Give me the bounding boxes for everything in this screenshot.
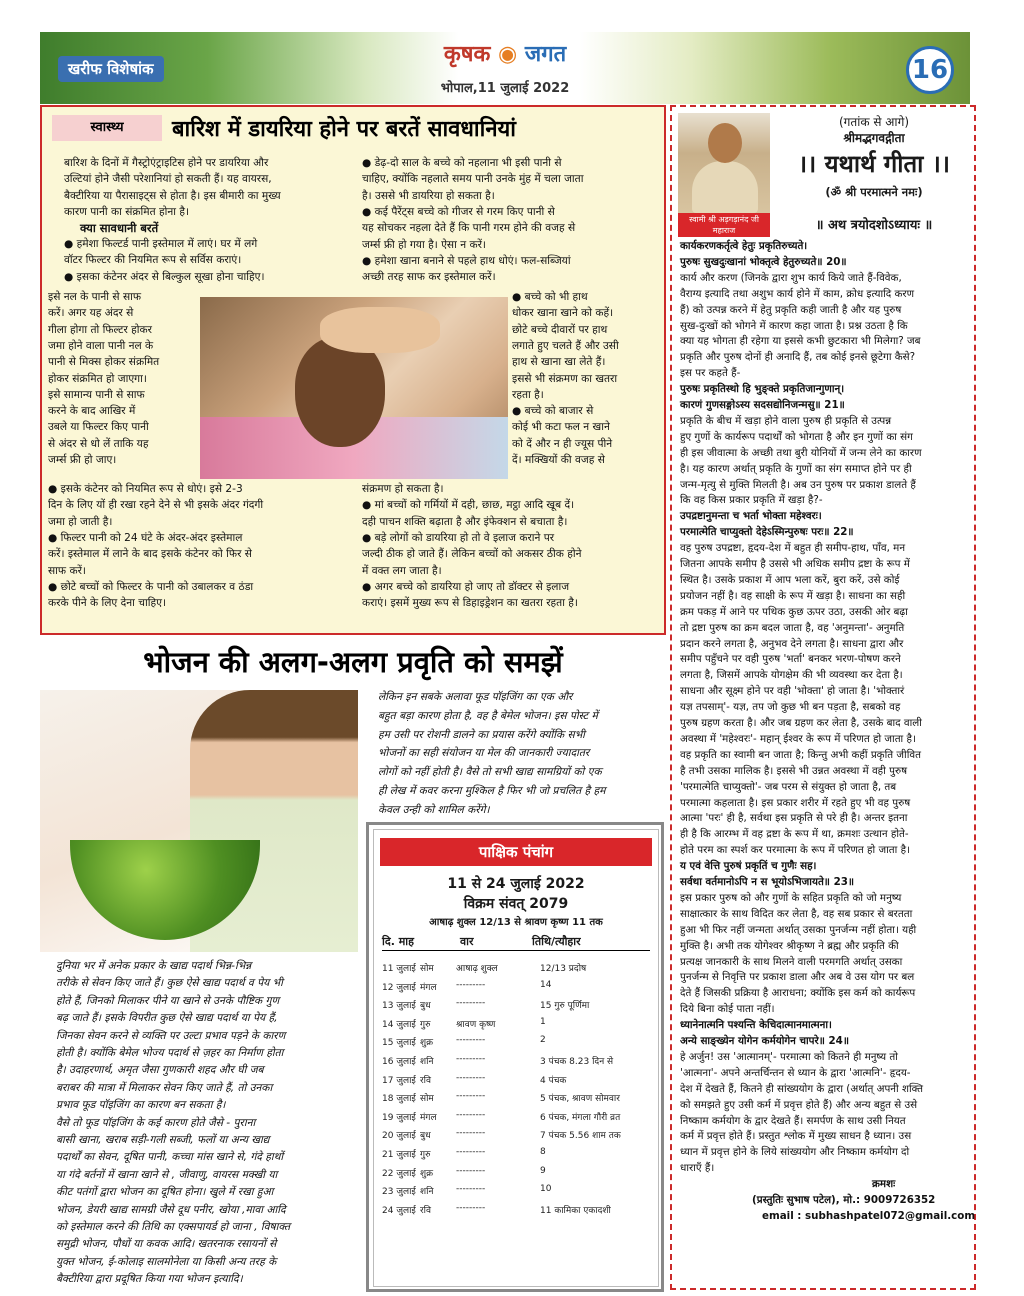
gita-subtitle: श्रीमद्भगवद्गीता: [843, 131, 905, 145]
food-text: होती है। क्योंकि बेमेल भोज्य पदार्थ से ज़हर का निर्माण होता: [56, 1047, 284, 1059]
article-text: ● फिल्टर पानी को 24 घंटे के अंदर-अंदर इस्तेमाल: [48, 531, 243, 544]
article-text: ● छोटे बच्चों को फिल्टर के पानी को उबालकर व ठंडा: [48, 580, 254, 593]
panchang-row: [382, 1144, 650, 1163]
panchang-cell: 21 जुलाई: [382, 1150, 416, 1160]
gita-text-line: हुआ भी फिर नहीं जन्मता अर्थात् उसका पुनर्जन्म नहीं होता। यही: [680, 923, 917, 936]
panchang-cell: 16 जुलाई: [382, 1057, 416, 1067]
food-text: युक्त भोजन, ई-कोलाइ सालमोनेला या किसी अन्य तरह के: [56, 1255, 277, 1268]
panchang-cell: 8: [540, 1147, 546, 1157]
panchang-cell: शनि: [420, 1057, 434, 1067]
panchang-cell: 14: [540, 979, 552, 990]
panchang-cell: 24 जुलाई: [382, 1205, 416, 1216]
gita-text-line: हैं) को उत्पन्न करने में हेतु प्रकृति कही जाती है और यह पुरुष: [680, 303, 902, 316]
panchang-cell: ---------: [456, 1072, 486, 1083]
food-headline: भोजन की अलग-अलग प्रवृति को समझें: [143, 645, 563, 679]
gita-text-line: निष्काम कर्मयोग के द्वार देखते हैं। समर्पण के साथ उसी नियत: [680, 1114, 906, 1127]
panchang-cell: मंगल: [420, 982, 437, 993]
shloka-line: य एवं वेत्ति पुरुषं प्रकृतिं च गुणैः सह।: [680, 860, 817, 873]
category-label: स्वास्थ्य: [52, 115, 162, 141]
masthead: [40, 32, 970, 104]
panchang-cell: 17 जुलाई: [382, 1075, 416, 1086]
article-text: ● इसका कंटेनर अंदर से बिल्कुल सूखा होना चाहिए।: [64, 270, 265, 283]
panchang-cell: मंगल: [420, 1112, 437, 1123]
article-text: ● मां बच्चों को गर्मियों में दही, छाछ, मट्ठा आदि खूब दें।: [362, 499, 575, 512]
panchang-cell: ---------: [456, 979, 486, 990]
food-text: वैसे तो फूड पॉइजिंग के कई कारण होते जैसे - पुराना: [56, 1116, 256, 1129]
gita-text-line: हुए गुणों के कार्यरूप पदार्थों को भोगता है और इन गुणों का संग: [680, 430, 913, 443]
panchang-cell: ---------: [456, 1202, 486, 1213]
swami-photo: [678, 113, 770, 213]
article-text: दही पाचन शक्ति बढ़ाता है और इंफेक्शन से बचाता है।: [362, 515, 568, 528]
food-text: समुद्री भोजन, पौधों या कवक आदि। खतरनाक रसायनों से: [56, 1238, 277, 1251]
article-text: उल्टियां होने जैसी परेशानियां हो सकती हैं। यह वायरस,: [64, 173, 272, 186]
panchang-cell: गुरु: [420, 1150, 431, 1160]
food-text: या गंदे बर्तनों में खाना खाने से , जीवाणु, वायरस मक्खी या: [56, 1168, 278, 1181]
article-text: जल्दी ठीक हो जाते हैं। लेकिन बच्चों को अकसर ठीक होने: [362, 548, 582, 561]
food-text: भोजन, डेयरी खाद्य सामग्री जैसे दूध पनीर, खोया ,मावा आदि: [56, 1203, 286, 1216]
gita-text-line: परमात्मा कहलाता है। इस प्रकार शरीर में रहते हुए भी वह पुरुष: [680, 796, 911, 809]
panchang-cell: आषाढ़ शुक्ल: [456, 964, 498, 974]
panchang-row: [382, 1051, 650, 1070]
swami-caption: स्वामी श्री अड़गड़ानंद जी महाराज: [678, 213, 770, 237]
panchang-row: [382, 958, 650, 977]
col-day: वार: [460, 935, 474, 948]
subheading: क्या सावधानी बरतें: [80, 221, 159, 235]
article-text: साफ करें।: [48, 564, 86, 577]
panchang-cell: 10: [540, 1184, 552, 1195]
article-text: ● बच्चे को भी हाथ: [512, 291, 588, 303]
panchang-row: [382, 1088, 650, 1107]
gita-text-line: ही है कि आरम्भ में वह द्रष्टा के रूप में था, क्रमशः उत्थान होते-: [680, 828, 909, 841]
gita-text-line: आत्मा 'परः' ही है, सर्वथा इस प्रकृति से परे ही है। अन्तर इतना: [680, 812, 908, 825]
article-text: रहता है।: [512, 388, 544, 401]
gita-text-line: 'परमात्मेति चाप्युक्तो'- जब परम से संयुक्त हो जाता है, तब: [680, 780, 897, 793]
gita-text-line: प्रकृति और पुरुष दोनों ही अनादि हैं, तब कोई इनसे छूटेगा कैसे?: [680, 351, 916, 364]
panchang-cell: 14 जुलाई: [382, 1019, 416, 1030]
food-intro: भोजनों का सही संयोजन या मेल की जानकारी ज्यादातर: [378, 747, 590, 760]
shloka-line: कारणं गुणसङ्गोऽस्य सदसद्योनिजन्मसु॥ 21॥: [680, 399, 845, 411]
panchang-row: [382, 995, 650, 1014]
gita-text-line: देश में देखते हैं, कितने ही सांख्ययोग के द्वारा (अर्थात् अपनी शक्ति: [680, 1082, 924, 1095]
newspaper-logo: [40, 38, 970, 68]
gita-text-line: कि वह किस प्रकार प्रकृति में खड़ा है?-: [680, 494, 823, 507]
panchang-cell: 2: [540, 1035, 546, 1046]
panchang-row: [382, 1014, 650, 1033]
gita-text-line: इस प्रकार पुरुष को और गुणों के सहित प्रकृति को जो मनुष्य: [680, 891, 902, 904]
gita-text-line: वह पुरुष उपद्रष्टा, हृदय-देश में बहुत ही समीप-हाथ, पाँव, मन: [680, 542, 906, 555]
shloka-line: सर्वथा वर्तमानोऽपि न स भूयोऽभिजायते॥ 23॥: [680, 876, 855, 888]
panchang-cell: शनि: [420, 1187, 434, 1198]
panchang-cell: 20 जुलाई: [382, 1131, 416, 1142]
article-text: ● बच्चे को बाजार से: [512, 405, 594, 418]
gita-text-line: को समझते हुए उसी कर्म में प्रवृत्त होते हैं) और अन्य बहुत से उसे: [680, 1098, 918, 1111]
article-text: दिन के लिए यों ही रखा रहने देने से भी इसके अंदर गंदगी: [48, 499, 264, 512]
gita-text-line: तो द्रष्टा पुरुष का क्रम बदल जाता है, वह 'अनुमन्ता'- अनुमति: [680, 621, 905, 634]
panchang-row: [382, 1125, 650, 1144]
article-headline: बारिश में डायरिया होने पर बरतें सावधानियां: [172, 117, 516, 142]
food-text: बढ़ जाते हैं। इसके विपरीत कुछ ऐसे खाद्य पदार्थ या पेय हैं,: [56, 1012, 278, 1025]
gita-text-line: पुनर्जन्म से निवृत्ति पर प्रकाश डाला और अब वे उस योग पर बल: [680, 971, 915, 984]
gita-om: (ॐ श्री परमात्मने नमः): [825, 185, 923, 199]
gita-text-line: प्रयोजन नहीं है। वह साक्षी के रूप में खड़ा है। साधना का सही: [680, 589, 906, 602]
article-text: से अंदर से धो लें ताकि यह: [48, 437, 149, 450]
article-text: ● हमेशा फिल्टर्ड पानी इस्तेमाल में लाएं। घर में लगे: [64, 238, 258, 250]
shloka-line: पुरुषः सुखदुःखानां भोक्तृत्वे हेतुरुच्यते॥ 20॥: [680, 255, 847, 268]
article-text: इसे सामान्य पानी से साफ: [48, 388, 145, 401]
food-text: को इस्तेमाल करने की तिथि का एक्सपायर्ड हो जाना , विषाक्त: [56, 1221, 291, 1233]
article-text: छोटे बच्चे दीवारों पर हाथ: [512, 323, 608, 336]
gita-text-line: प्रदान करने लगता है, अनुभव देने लगता है। साधना द्वारा और: [680, 637, 904, 650]
panchang-title: पाक्षिक पंचांग: [380, 838, 652, 866]
article-text: धोकर खाना खाने को कहें।: [512, 307, 614, 320]
credit-line: (प्रस्तुतिः सुभाष पटेल), मो.: 9009726352: [752, 1194, 936, 1207]
dateline: भोपाल,11 जुलाई 2022: [440, 81, 570, 96]
gita-text-line: क्या यह भोगता ही रहेगा या इससे कभी छुटकारा भी मिलेगा? जब: [680, 335, 921, 348]
gita-text-line: प्रकृति के बीच में खड़ा होने वाला पुरुष ही प्रकृति से उत्पन्न: [680, 414, 892, 427]
panchang-cell: रवि: [420, 1075, 432, 1086]
panchang-cell: 1: [540, 1016, 546, 1027]
panchang-cell: बुध: [420, 1131, 431, 1142]
gita-text-line: यज्ञ तपसाम्'- यज्ञ, तप जो कुछ भी बन पड़ता है, सबको वह: [680, 701, 901, 714]
article-text: लगाते हुए चलते हैं और उसी: [512, 339, 619, 352]
gita-text-line: स्थित है। उसके प्रकाश में आप भला करें, बुरा करें, उसे कोई: [680, 573, 900, 586]
gita-text-line: कार्य और करण (जिनके द्वारा शुभ कार्य किये जाते हैं-विवेक,: [680, 271, 902, 284]
gita-title: ।। यथार्थ गीता ।।: [798, 150, 950, 178]
food-intro: केवल उन्ही को शामिल करेंगे।: [378, 803, 490, 816]
gita-text-line: है। यह कारण अर्थात् प्रकृति के गुणों का संग समाप्त होने पर ही: [680, 462, 912, 475]
food-intro: ही लेख में कवर करना मुश्किल है फिर भी जो प्रचलित है हम: [378, 785, 606, 797]
gita-text-line: धाराएँ हैं।: [680, 1162, 715, 1175]
panchang-cell: ---------: [456, 1128, 486, 1139]
panchang-cell: 12 जुलाई: [382, 982, 416, 993]
panchang-row: [382, 1070, 650, 1089]
food-text: बैक्टीरिया द्वारा प्रदूषित किया गया भोजन इत्यादि।: [56, 1273, 243, 1286]
article-text: उबले या फिल्टर किए पानी: [48, 421, 149, 434]
article-text: है। उससे भी डायरिया हो सकता है।: [362, 189, 495, 202]
food-text: बराबर की मात्रा में मिलाकर सेवन किए जाते हैं, तो उनका: [56, 1081, 273, 1094]
article-text: बारिश के दिनों में गैस्ट्रोएंट्राइटिस होने पर डायरिया और: [64, 157, 269, 169]
panchang-cell: ---------: [456, 1184, 486, 1195]
col-date: दि. माह: [382, 935, 414, 948]
panchang-cell: 15 जुलाई: [382, 1038, 416, 1049]
panchang-cell: ---------: [456, 1054, 486, 1064]
panchang-cell: ---------: [456, 1165, 486, 1176]
gita-text-line: प्रत्यक्ष जानकारी के साथ मिलने वाली परमगति अर्थात् उसका: [680, 955, 903, 968]
shloka-line: अन्ये साङ्ख्येन योगेन कर्मयोगेन चापरे॥ 24॥: [680, 1035, 849, 1047]
article-text: कोई भी कटा फल न खाने: [512, 421, 610, 434]
panchang-cell: शुक्र: [420, 1168, 434, 1179]
food-intro: हम उसी पर रोशनी डालने का प्रयास करेंगे क्योंकि सभी: [378, 728, 585, 741]
shloka-line: ध्यानेनात्मनि पश्यन्ति केचिदात्मानमात्मना।: [680, 1019, 832, 1032]
panchang-cell: 4 पंचक: [540, 1075, 567, 1086]
woman-salad-photo: [40, 690, 358, 952]
gita-text-line: 'आत्मना'- अपने अन्तर्चिन्तन से ध्यान के द्वारा 'आत्मनि'- हृदय-: [680, 1066, 911, 1079]
panchang-cell: 15 गुरु पूर्णिमा: [540, 1001, 590, 1012]
panchang-cell: 13 जुलाई: [382, 1001, 416, 1012]
article-text: अच्छी तरह साफ कर इस्तेमाल करें।: [362, 271, 496, 284]
panchang-box: [366, 822, 664, 1292]
panchang-cell: श्रावण कृष्ण: [456, 1019, 496, 1030]
panchang-cell: सोम: [420, 964, 434, 974]
panchang-cell: 11 कामिका एकादशी: [540, 1205, 611, 1216]
article-text: जर्म्स फ्री हो जाए।: [48, 454, 117, 466]
article-text: को दें और न ही ज्यूस पीने: [512, 437, 613, 450]
article-text: करने के बाद आखिर में: [48, 405, 136, 418]
gita-text-line: इस पर कहते हैं-: [680, 367, 741, 380]
article-text: गीला होगा तो फिल्टर होकर: [48, 323, 153, 336]
page-number: 16: [906, 46, 954, 94]
article-text: कारण पानी का संक्रमित होना है।: [64, 205, 190, 218]
shloka-line: पुरुषः प्रकृतिस्थो हि भुङ्क्ते प्रकृतिजान्गुणान्।: [680, 383, 845, 396]
article-text: इससे भी संक्रमण का खतरा: [512, 372, 618, 385]
panchang-cell: 11 जुलाई: [382, 964, 416, 974]
food-text: होते हैं, जिनको मिलाकर पीने या खाने से उनके पौष्टिक गुण: [56, 994, 280, 1007]
article-text: ● हमेशा खाना बनाने से पहले हाथ धोएं। फल-सब्जियां: [362, 254, 571, 267]
article-text: दें। मक्खियों की वजह से: [512, 454, 605, 466]
logo-left: कृषक: [443, 42, 491, 67]
panchang-cell: ---------: [456, 1035, 486, 1046]
panchang-cell: 23 जुलाई: [382, 1187, 416, 1198]
gita-text-line: ही इस जीवात्मा के अच्छी तथा बुरी योनियों में जन्म लेने का कारण: [680, 446, 922, 459]
gita-column: [670, 105, 976, 1290]
shloka-line: कार्यकरणकर्तृत्वे हेतुः प्रकृतिरुच्यते।: [680, 240, 808, 252]
gita-text-line: लगता है, जिसमें आपके योगक्षेम की भी व्यवस्था कर देता है।: [680, 669, 903, 682]
article-text: ● अगर बच्चे को डायरिया हो जाए तो डॉक्टर से इलाज: [362, 580, 570, 593]
food-intro: बहुत बड़ा कारण होता है, वह है बेमेल भोजन। इस पोस्ट में: [378, 709, 598, 722]
article-text: ● इसके कंटेनर को नियमित रूप से धोएं। इसे 2-3: [48, 483, 243, 495]
panchang-cell: बुध: [420, 1001, 431, 1012]
shloka-line: परमात्मेति चाप्युक्तो देहेऽस्मिन्पुरुषः परः॥ 22॥: [680, 526, 854, 539]
article-text: होकर संक्रमित हो जाएगा।: [48, 372, 147, 385]
gita-text-line: मुक्ति है। अभी तक योगेश्वर श्रीकृष्ण ने ब्रह्म और प्रकृति की: [680, 939, 899, 952]
panchang-header-row: [382, 932, 650, 951]
logo-right: जगत: [524, 42, 567, 67]
gita-text-line: सुख-दुःखों को भोगने में कारण कहा जाता है। प्रश्न उठता है कि: [680, 319, 908, 332]
article-text: जर्म्स फ्री हो गया है। ऐसा न करें।: [362, 238, 486, 251]
panchang-samvat: विक्रम संवत् 2079: [463, 896, 569, 912]
food-text: है। उदाहरणार्थ, अमृत जैसा गुणकारी शहद और घी जब: [56, 1064, 264, 1077]
shloka-line: उपद्रष्टानुमन्ता च भर्ता भोक्ता महेश्वरः।: [680, 510, 822, 523]
panchang-cell: गुरु: [420, 1019, 431, 1030]
article-text: करें। अगर यह अंदर से: [48, 307, 134, 320]
gita-text-line: कर्म में प्रवृत्त होते हैं। प्रस्तुत श्लोक में मुख्य साधन है ध्यान। उस: [680, 1130, 912, 1143]
article-text: करके पीने के लिए देना चाहिए।: [48, 597, 166, 610]
gita-text-line: है तभी उसका मालिक है। इससे भी उन्नत अवस्था में वही पुरुष: [680, 764, 908, 777]
panchang-cell: 6 पंचक, मंगला गौरी व्रत: [540, 1112, 621, 1123]
panchang-cell: ---------: [456, 998, 486, 1009]
col-tithi: तिथि/त्यौहार: [532, 935, 581, 948]
panchang-row: [382, 1107, 650, 1126]
article-text: हाथ से खाना खा लेते हैं।: [512, 356, 606, 369]
food-text: जिनका सेवन करने से व्यक्ति पर उल्टा प्रभाव पड़ने के कारण: [56, 1029, 286, 1042]
food-text: पदार्थों का सेवन, दूषित पानी, कच्चा मांस खाने से, गंदे हाथों: [56, 1151, 284, 1164]
gita-text-line: वैराग्य इत्यादि तथा अशुभ कार्य होने में काम, क्रोध इत्यादि करण: [680, 287, 915, 300]
food-text: बासी खाना, खराब सड़ी-गली सब्जी, फलों या अन्य खाद्य: [56, 1134, 270, 1146]
gita-text-line: देते हैं जिसकी प्रक्रिया है आराधना; क्योंकि इस कर्म को कार्यरूप: [680, 987, 916, 1000]
child-photo: [200, 297, 508, 479]
email-line: email : subhashpatel072@gmail.com: [762, 1210, 976, 1223]
logo-sun-icon: ◉: [490, 42, 525, 67]
panchang-cell: 7 पंचक 5.56 शाम तक: [540, 1131, 621, 1142]
panchang-cell: रवि: [420, 1205, 432, 1216]
panchang-cell: 22 जुलाई: [382, 1168, 416, 1179]
panchang-cell: 9: [540, 1165, 546, 1176]
panchang-row: [382, 1032, 650, 1051]
article-text: जमा होने वाला पानी नल के: [48, 339, 154, 352]
panchang-row: [382, 1163, 650, 1182]
article-text: में वक्त लग जाता है।: [362, 564, 442, 577]
gita-text-line: दिये बिना कोई पाता नहीं।: [680, 1003, 775, 1016]
gita-text-line: जन्म-मृत्यु से मुक्ति मिलती है। अब उन पुरुष पर प्रकाश डालते हैं: [680, 478, 916, 491]
panchang-cell: 12/13 प्रदोष: [540, 964, 587, 974]
panchang-dates: 11 से 24 जुलाई 2022: [447, 876, 585, 892]
food-text: प्रभाव फूड पॉइजिंग का कारण बन सकता है।: [56, 1099, 226, 1112]
gita-text-line: पुरुष ग्रहण करता है। और जब ग्रहण कर लेता है, उसके बाद वाली: [680, 717, 922, 729]
chapter-heading: ॥ अथ त्रयोदशोऽध्यायः ॥: [815, 218, 933, 233]
panchang-range: आषाढ़ शुक्ल 12/13 से श्रावण कृष्ण 11 तक: [429, 917, 603, 928]
article-text: संक्रमण हो सकता है।: [362, 483, 444, 495]
food-intro: लोगों को नहीं होती है। वैसे तो सभी खाद्य सामग्रियों को एक: [378, 766, 602, 779]
panchang-cell: ---------: [456, 1109, 486, 1120]
article-text: बैक्टीरिया या पैरासाइट्स से होता है। इस बीमारी का मुख्य: [64, 189, 281, 202]
panchang-row: [382, 977, 650, 996]
food-text: दुनिया भर में अनेक प्रकार के खाद्य पदार्थ भिन्न-भिन्न: [56, 960, 252, 972]
gita-text-line: अवस्था में 'महेश्वरः'- महान् ईश्वर के रूप में परिणत हो जाता है।: [680, 732, 916, 745]
panchang-cell: सोम: [420, 1094, 434, 1105]
article-text: यह सोचकर नहला देते हैं कि पानी गरम होने की वजह से: [362, 222, 576, 235]
article-text: ● डेढ़-दो साल के बच्चे को नहलाना भी इसी पानी से: [362, 157, 562, 169]
panchang-cell: शुक्र: [420, 1038, 434, 1049]
article-text: करें। इस्तेमाल में लाने के बाद इसके कंटेनर को फिर से: [48, 548, 252, 561]
food-text: तरीके से सेवन किए जाते हैं। कुछ ऐसे खाद्य पदार्थ व पेय भी: [56, 977, 283, 990]
panchang-row: [382, 1200, 650, 1219]
article-text: पानी से मिक्स होकर संक्रमित: [48, 356, 160, 369]
edition-label: खरीफ विशेषांक: [58, 56, 164, 82]
article-text: ● कई पैरेंट्स बच्चे को गीजर से गरम किए पानी से: [362, 205, 555, 218]
gita-text-line: क्रम पकड़ में आने पर पथिक कुछ ऊपर उठा, उसकी ओर बढ़ा: [680, 605, 908, 618]
food-text: कीट पतंगों द्वारा भोजन का दूषित होना। खुले में रखा हुआ: [56, 1186, 274, 1199]
gita-text-line: समीप पहुँचने पर वही पुरुष 'भर्ता' बनकर भरण-पोषण करने: [680, 653, 901, 666]
health-article: [40, 105, 666, 635]
panchang-cell: ---------: [456, 1091, 486, 1102]
gita-text-line: होते परम का स्पर्श कर परमात्मा के रूप में परिणत हो जाता है।: [680, 844, 910, 857]
panchang-cell: 3 पंचक 8.23 दिन से: [540, 1057, 614, 1067]
gita-text-line: साधना और सूक्ष्म होने पर वही 'भोक्ता' हो जाता है। 'भोक्तारं: [680, 685, 905, 698]
panchang-cell: 19 जुलाई: [382, 1112, 416, 1123]
continued-label: (गतांक से आगे): [838, 115, 910, 129]
food-intro: लेकिन इन सबके अलावा फूड पॉइजिंग का एक और: [378, 691, 573, 703]
article-text: कराएं। इसमें मुख्य रूप से डिहाइड्रेशन का खतरा रहता है।: [362, 597, 578, 610]
kramash-label: क्रमशः: [872, 1178, 896, 1191]
article-text: वॉटर फिल्टर की नियमित रूप से सर्विस कराएं।: [64, 254, 242, 267]
gita-text-line: वह प्रकृति का स्वामी बन जाता है; किन्तु अभी कहीं प्रकृति जीवित: [680, 748, 921, 761]
gita-text-line: ध्यान में प्रवृत्त होने के लिये सांख्ययोग और निष्काम कर्मयोग दो: [680, 1146, 910, 1159]
gita-text-line: साक्षात्कार के साथ विदित कर लेता है, वह सब प्रकार से बरतता: [680, 907, 913, 920]
panchang-row: [382, 1181, 650, 1200]
article-text: ● बड़े लोगों को डायरिया हो तो वे इलाज कराने पर: [362, 531, 555, 544]
panchang-cell: ---------: [456, 1147, 486, 1157]
article-text: चाहिए, क्योंकि नहलाते समय पानी उनके मुंह में चला जाता: [362, 173, 584, 186]
article-text: जमा हो जाती है।: [48, 515, 113, 528]
article-text: इसे नल के पानी से साफ: [48, 291, 142, 303]
gita-text-line: जितना आपके समीप है उससे भी अधिक समीप द्रष्टा के रूप में: [680, 558, 910, 570]
panchang-cell: 5 पंचक, श्रावण सोमवार: [540, 1094, 620, 1105]
panchang-cell: 18 जुलाई: [382, 1094, 416, 1105]
gita-text-line: हे अर्जुन! उस 'आत्मानम्'- परमात्मा को कितने ही मनुष्य तो: [680, 1050, 898, 1063]
